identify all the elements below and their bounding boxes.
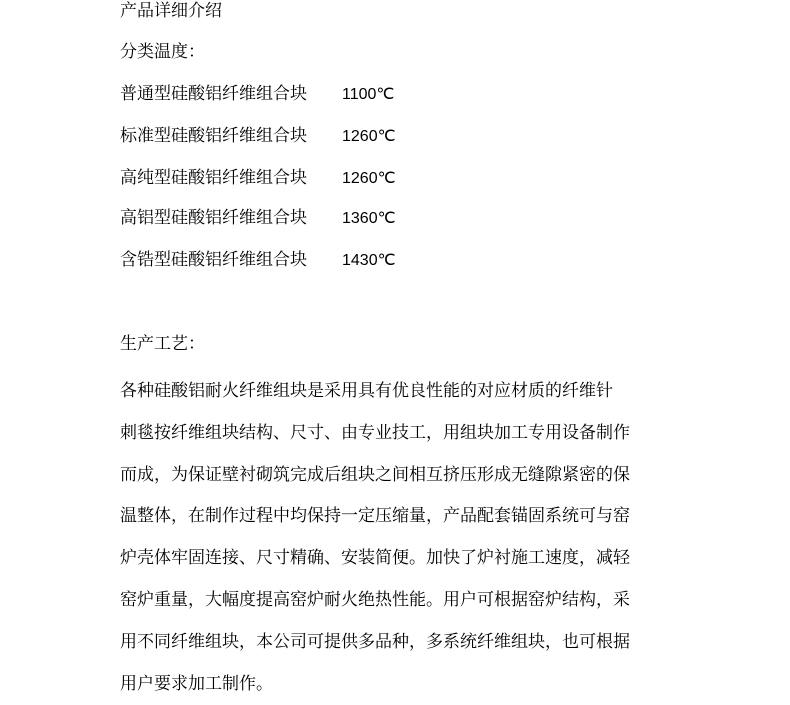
paragraph-line: 窑炉重量，大幅度提高窑炉耐火绝热性能。用户可根据窑炉结构，采 [120, 589, 630, 610]
product-temperature: 1260℃ [342, 170, 396, 187]
temperature-row [120, 83, 394, 105]
categories-label: 分类温度： [120, 42, 205, 62]
temperature-row [120, 167, 396, 189]
product-temperature: 1260℃ [342, 128, 396, 145]
product-temperature: 1430℃ [342, 252, 396, 269]
product-name: 含锆型硅酸铝纤维组合块 [120, 250, 307, 270]
product-name: 高铝型硅酸铝纤维组合块 [120, 208, 307, 228]
paragraph-line: 温整体，在制作过程中均保持一定压缩量，产品配套锚固系统可与窑 [120, 506, 630, 527]
product-temperature: 1100℃ [342, 86, 395, 103]
paragraph-line: 用不同纤维组块，本公司可提供多品种，多系统纤维组块，也可根据 [120, 631, 630, 652]
paragraph-line: 炉壳体牢固连接、尺寸精确、安装简便。加快了炉衬施工速度，减轻 [120, 548, 630, 569]
product-temperature: 1360℃ [342, 210, 396, 227]
paragraph-line: 刺毯按纤维组块结构、尺寸、由专业技工，用组块加工专用设备制作 [120, 422, 630, 443]
process-label: 生产工艺： [120, 334, 205, 354]
paragraph-line: 而成，为保证壁衬砌筑完成后组块之间相互挤压形成无缝隙紧密的保 [120, 464, 630, 485]
product-name: 高纯型硅酸铝纤维组合块 [120, 168, 307, 188]
section-title: 产品详细介绍 [120, 1, 222, 21]
temperature-row [120, 207, 396, 229]
paragraph-line: 用户要求加工制作。 [120, 673, 273, 694]
process-paragraph [120, 371, 682, 705]
product-name: 普通型硅酸铝纤维组合块 [120, 84, 307, 104]
temperature-row [120, 249, 396, 271]
temperature-row [120, 125, 396, 147]
product-name: 标准型硅酸铝纤维组合块 [120, 126, 307, 146]
paragraph-line: 各种硅酸铝耐火纤维组块是采用具有优良性能的对应材质的纤维针 [120, 381, 613, 401]
